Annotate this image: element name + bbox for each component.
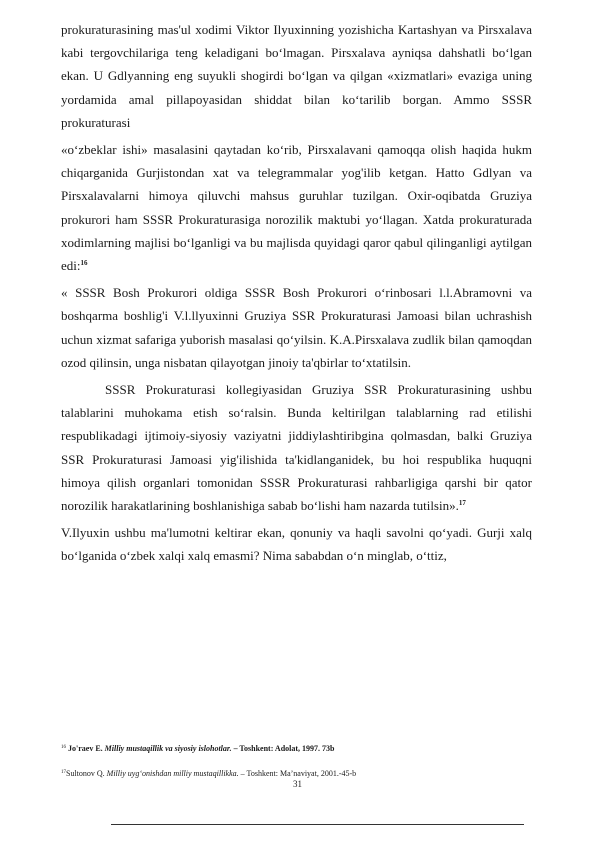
footnote-ref-17[interactable]: 17 — [458, 499, 466, 508]
paragraph-4 — [61, 378, 532, 517]
footnote-rule — [111, 824, 524, 825]
footnote-16-publisher: – Toshkent: Adolat, 1997. 73b — [233, 744, 335, 753]
footnote-16-title: Milliy mustaqillik va siyosiy islohotlar. — [104, 744, 232, 753]
footnote-17-publisher: – Toshkent: Ma’naviyat, 2001.-45-b — [240, 769, 357, 778]
footnote-17 — [61, 769, 532, 779]
paragraph-2-text: «o‘zbeklar ishi» masalasini qaytadan ko‘rib, Pirsxalavani qamoqqa olish haqida hukm chiqarganida Gurjistondan xat va telegrammalar yog'ilib ketgan. Hatto Gdlyan va Pirsxalavalarni himoya qiluvchi mahsus guruhlar tuzilgan. Oxir-oqibatda Gruziya prokurori ham SSSR Prokuraturasiga norozilik maktubi yo‘llagan. Xatda prokuraturada xodimlarning majlisi bo‘lganligi va bu majlisda quyidagi qaror qabul qilinganligi aytilgan edi: — [61, 142, 532, 274]
paragraph-3 — [61, 281, 532, 374]
footnote-17-title: Milliy uyg‘onishdan milliy mustaqillikka. — [106, 769, 239, 778]
footnotes — [61, 744, 532, 779]
footnote-16-number: 16 — [61, 745, 66, 750]
page-number: 31 — [293, 779, 302, 789]
paragraph-4-text: SSSR Prokuraturasi kollegiyasidan Gruziya SSR Prokuraturasining ushbu talablarini muhokama etish so‘ralsin. Bunda keltirilgan talablarning rad etilishi respublikadagi ijtimoiy-siyosiy vaziyatni jiddiylashtiribgina qolmasdan, balki Gruziya SSR Prokuraturasi Jamoasi yig'ilishida ta'kidlanganidek, bu hoi respublika huquqni himoya qilish organlari tomonidan SSSR Prokuraturasi rahbarligiga qarshi bir qator norozilik harakatlarining boshlanishiga sabab bo‘lishi ham nazarda tutilsin». — [61, 382, 532, 514]
footnote-ref-16[interactable]: 16 — [80, 259, 88, 268]
paragraph-1-text: prokuraturasining mas'ul xodimi Viktor Ilyuxinning yozishicha Kartashyan va Pirsxalava kabi tergovchilariga teng keladigani bo‘lmagan. Pirsxalava ayniqsa dahshatli bo‘lgan ekan. U Gdlyanning eng suyukli shogirdi bo‘lgan va qilgan «xizmatlari» evaziga uning yordamida amal pillapoyasidan shiddat bilan ko‘tarilib borgan. Ammo SSSR prokuraturasi — [61, 22, 532, 130]
footnote-16 — [61, 744, 532, 754]
footnote-16-author: Jo'raev E. — [68, 744, 103, 753]
paragraph-5 — [61, 521, 532, 567]
page-body — [61, 18, 532, 568]
paragraph-2 — [61, 138, 532, 277]
paragraph-3-text: « SSSR Bosh Prokurori oldiga SSSR Bosh Prokurori o‘rinbosari l.l.Abramovni va boshqarma boshlig'i V.l.llyuxinni Gruziya SSR Prokuraturasi Jamoasi bilan uchrashish uchun xizmat safariga yuborish masalasi qo‘yilsin. K.A.Pirsxalava zudlik bilan qamoqdan ozod qilinsin, unga nisbatan qilayotgan jinoiy ta'qbirlar to‘xtatilsin. — [61, 285, 532, 370]
footnote-17-author: Sultonov Q. — [66, 769, 105, 778]
paragraph-5-text: V.Ilyuxin ushbu ma'lumotni keltirar ekan, qonuniy va haqli savolni qo‘yadi. Gurji xalq bo‘lganida o‘zbek xalqi xalq emasmi? Nima sababdan o‘n minglab, o‘ttiz, — [61, 525, 532, 564]
footnote-17-number: 17 — [61, 770, 66, 775]
paragraph-1 — [61, 18, 532, 134]
